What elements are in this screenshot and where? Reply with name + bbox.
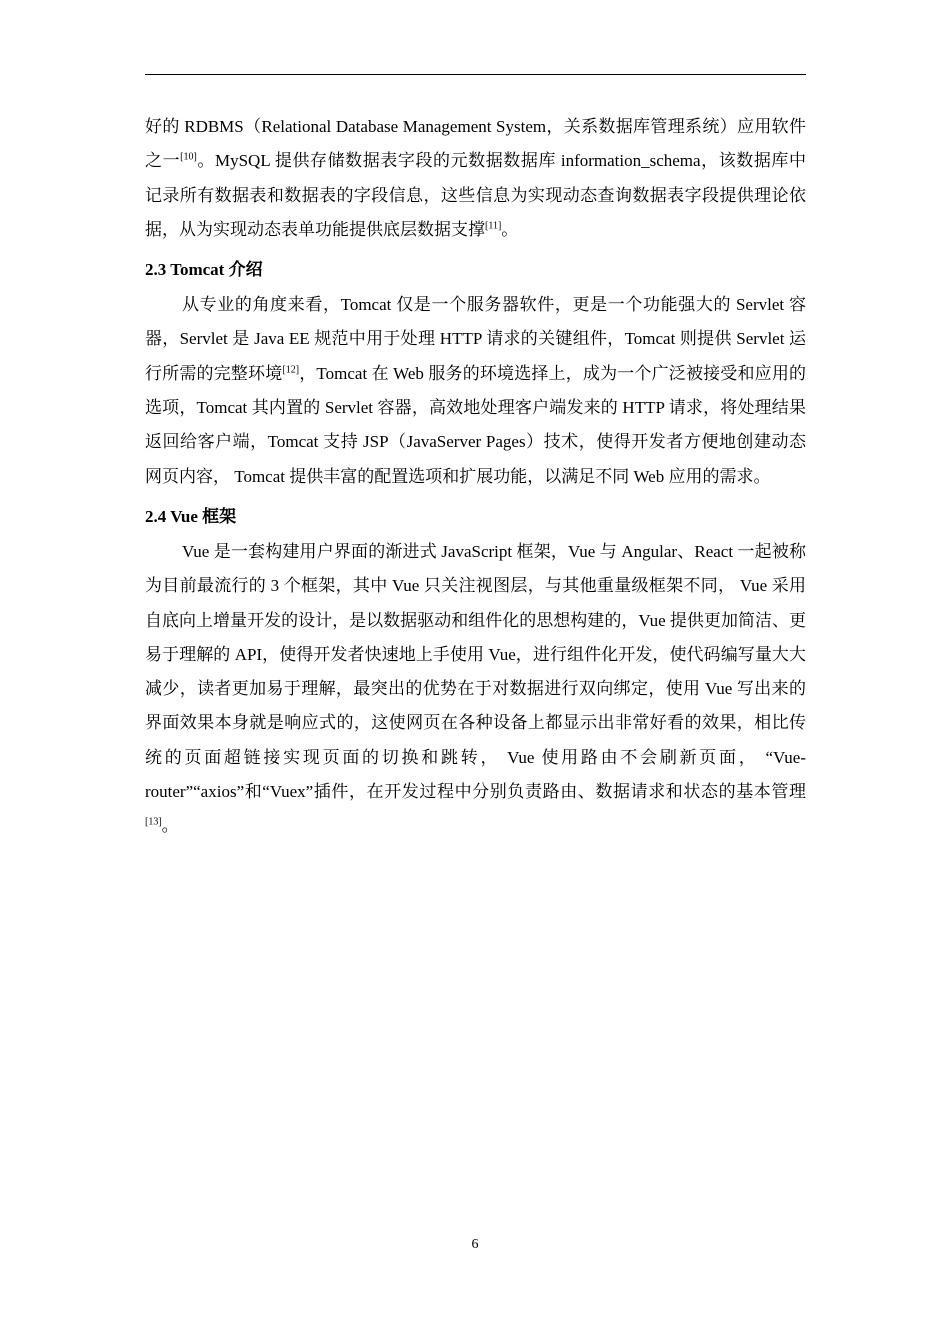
section-heading-tomcat: 2.3 Tomcat 介绍 <box>145 260 263 280</box>
paragraph-text: Vue 是一套构建用户界面的渐进式 JavaScript 框架，Vue 与 Angular、React 一起被称为目前最流行的 3 个框架，其中 Vue 只关注视图层，与其他重量级框架不同， Vue 采用自底向上增量开发的设计，是以数据驱动和组件化的思想构建的，Vue 提供更加简洁、更易于理解的 API，使得开发者快速地上手使用 Vue，进行组件化开发，使代码编写量大大减少，读者更加易于理解，最突出的优势在于对数据进行双向绑定，使用 Vue 写出来的界面效果本身就是响应式的，这使网页在各种设备上都显示出非常好看的效果，相比传统的页面超链接实现页面的切换和跳转， Vue 使用路由不会刷新页面， “Vue-router”“axios”和“Vuex”插件，在开发过程中分别负责路由、数据请求和状态的基本管理 <box>145 541 806 802</box>
citation-10: [10] <box>180 151 197 163</box>
citation-13: [13] <box>145 816 162 828</box>
paragraph-vue <box>145 535 806 844</box>
page-body <box>145 110 806 844</box>
paragraph-text: 。 <box>501 219 519 239</box>
paragraph-mysql-continuation <box>145 110 806 247</box>
paragraph-text: ，Tomcat 在 Web 服务的环境选择上，成为一个广泛被接受和应用的选项，Tomcat 其内置的 Servlet 容器，高效地处理客户端发来的 HTTP 请求，将处理结果返回给客户端，Tomcat 支持 JSP（JavaServer Pages）技术，使得开发者方便地创建动态网页内容， Tomcat 提供丰富的配置选项和扩展功能，以满足不同 Web 应用的需求。 <box>145 363 807 486</box>
paragraph-text: 好的 RDBMS（Relational Database Management System，关系数据库管理系统）应用软件之一 <box>145 117 806 171</box>
paragraph-text: 。MySQL 提供存储数据表字段的元数据数据库 information_schema，该数据库中记录所有数据表和数据表的字段信息，这些信息为实现动态查询数据表字段提供理论依据，从为实现动态表单功能提供底层数据支撑 <box>145 151 807 239</box>
citation-11: [11] <box>485 220 502 232</box>
header-rule <box>145 74 806 75</box>
page-number: 6 <box>471 1237 479 1252</box>
paragraph-text: 从专业的角度来看，Tomcat 仅是一个服务器软件，更是一个功能强大的 Servlet 容器，Servlet 是 Java EE 规范中用于处理 HTTP 请求的关键组件，Tomcat 则提供 Servlet 运行所需的完整环境 <box>145 295 806 383</box>
paragraph-tomcat <box>145 288 806 494</box>
paragraph-text: 。 <box>161 816 179 836</box>
citation-12: [12] <box>282 364 300 376</box>
section-heading-vue: 2.4 Vue 框架 <box>145 506 237 526</box>
